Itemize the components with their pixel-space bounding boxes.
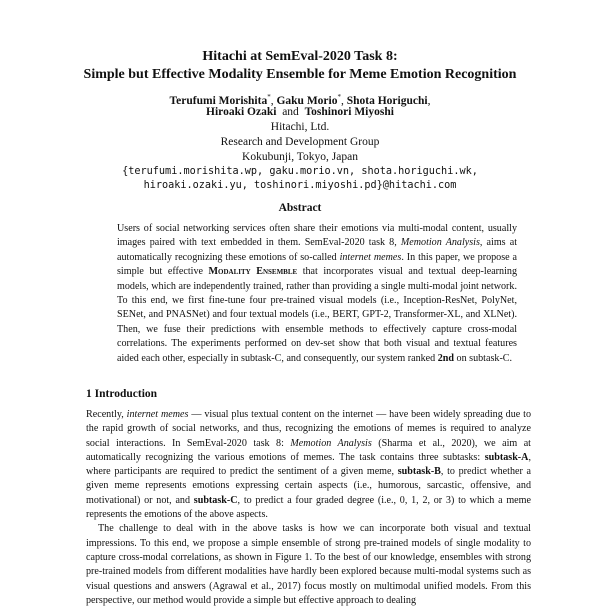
subtask-label: subtask-A — [484, 451, 529, 463]
abstract-heading: Abstract — [278, 202, 322, 214]
author-line-2 — [0, 105, 600, 120]
paper-title-line2: Simple but Effective Modality Ensemble for Meme Emotion Recognition — [83, 67, 517, 82]
author-line-1: Terufumi Morishita*, Gaku Morio*, Shota Horiguchi, — [169, 93, 431, 107]
emphasis-text: Memotion Analysis — [400, 237, 480, 249]
equal-contribution-mark: * — [337, 93, 341, 101]
affiliation-org: Hitachi, Ltd. — [270, 121, 330, 133]
author-name: Gaku Morio — [276, 94, 338, 107]
abstract-body: Users of social networking services often share their emotions via multi-modal content, usually images paired with text embedded in them. SemEval-2020 task 8, Memotion Analysis, aims at automatically recognizing these emotions of so-called internet memes. In this paper, we propose a simple but effective Modality Ensemble that incorporates visual and textual deep-learning models, which are independently trained, rather than providing a single multi-modal joint network. To this end, we first fine-tune four pre-trained visual models (i.e., Inception-ResNet, PolyNet, SENet, and PNASNet) and four textual models (i.e., BERT, GPT-2, Transformer-XL, and XLNet). Then, we fuse their predictions with ensemble methods to effectively capture cross-modal correlations. The experiments performed on dev-set show that both visual and textual features aided each other, especially in subtask-C, and consequently, our system ranked 2nd on subtask-C. — [117, 223, 517, 364]
paragraph: Recently, internet memes — visual plus textual content on the internet — have been widely spreading due to the rapid growth of social networks, and thus, recognizing the emotions of memes is required to analyze social interactions. In SemEval-2020 task 8: Memotion Analysis (Sharma et al., 2020), we aim at automatically recognizing the various emotions of memes. The task contains three subtasks: subtask-A, where participants are required to predict the sentiment of a given meme, subtask-B, to predict whether a given meme represents emotions expressing certain aspects (i.e., humorous, sarcastic, offensive, and motivational) or not, and subtask-C, to predict a four graded degree (i.e., 0, 1, 2, or 3) to which a meme represents the emotions of the above aspects. — [86, 409, 531, 521]
subtask-label: subtask-B — [397, 466, 441, 478]
introduction-body — [86, 408, 531, 608]
equal-contribution-mark: * — [267, 93, 271, 101]
affiliation-location: Kokubunji, Tokyo, Japan — [242, 151, 358, 163]
author-conjunction: and — [282, 106, 299, 118]
author-emails-line2: hiroaki.ozaki.yu, toshinori.miyoshi.pd}@hitachi.com — [143, 180, 457, 191]
author-name: Hiroaki Ozaki — [206, 106, 277, 118]
emphasis-text: Memotion Analysis — [290, 437, 372, 449]
paragraph: The challenge to deal with in the above tasks is how we can incorporate both visual and textual impressions. To this end, we propose a simple ensemble of strong pre-trained models of single modality to capture cross-modal correlations, as shown in Figure 1. To the best of our knowledge, ensembles with strong pre-trained models from different modalities have hardly been explored because multi-modal systems such as visual questions and answers (Agrawal et al., 2017) focus mostly on multimodal unified models. From this perspective, our method would provide a simple but effective approach to dealing — [86, 523, 531, 606]
affiliation-dept: Research and Development Group — [220, 136, 380, 148]
section-heading-introduction: 1 Introduction — [86, 388, 158, 400]
method-name: Modality Ensemble — [208, 266, 298, 278]
author-name: Shota Horiguchi — [346, 94, 428, 107]
author-name: Toshinori Miyoshi — [304, 106, 394, 118]
subtask-label: subtask-C — [193, 494, 238, 506]
emphasis-text: internet memes — [126, 409, 189, 420]
paper-title-line1: Hitachi at SemEval-2020 Task 8: — [202, 49, 398, 64]
author-name: Terufumi Morishita — [169, 94, 268, 107]
emphasis-text: internet memes — [339, 251, 402, 263]
author-emails-line1: {terufumi.morishita.wp, gaku.morio.vn, shota.horiguchi.wk, — [122, 166, 478, 177]
rank-text: 2nd — [437, 352, 455, 364]
